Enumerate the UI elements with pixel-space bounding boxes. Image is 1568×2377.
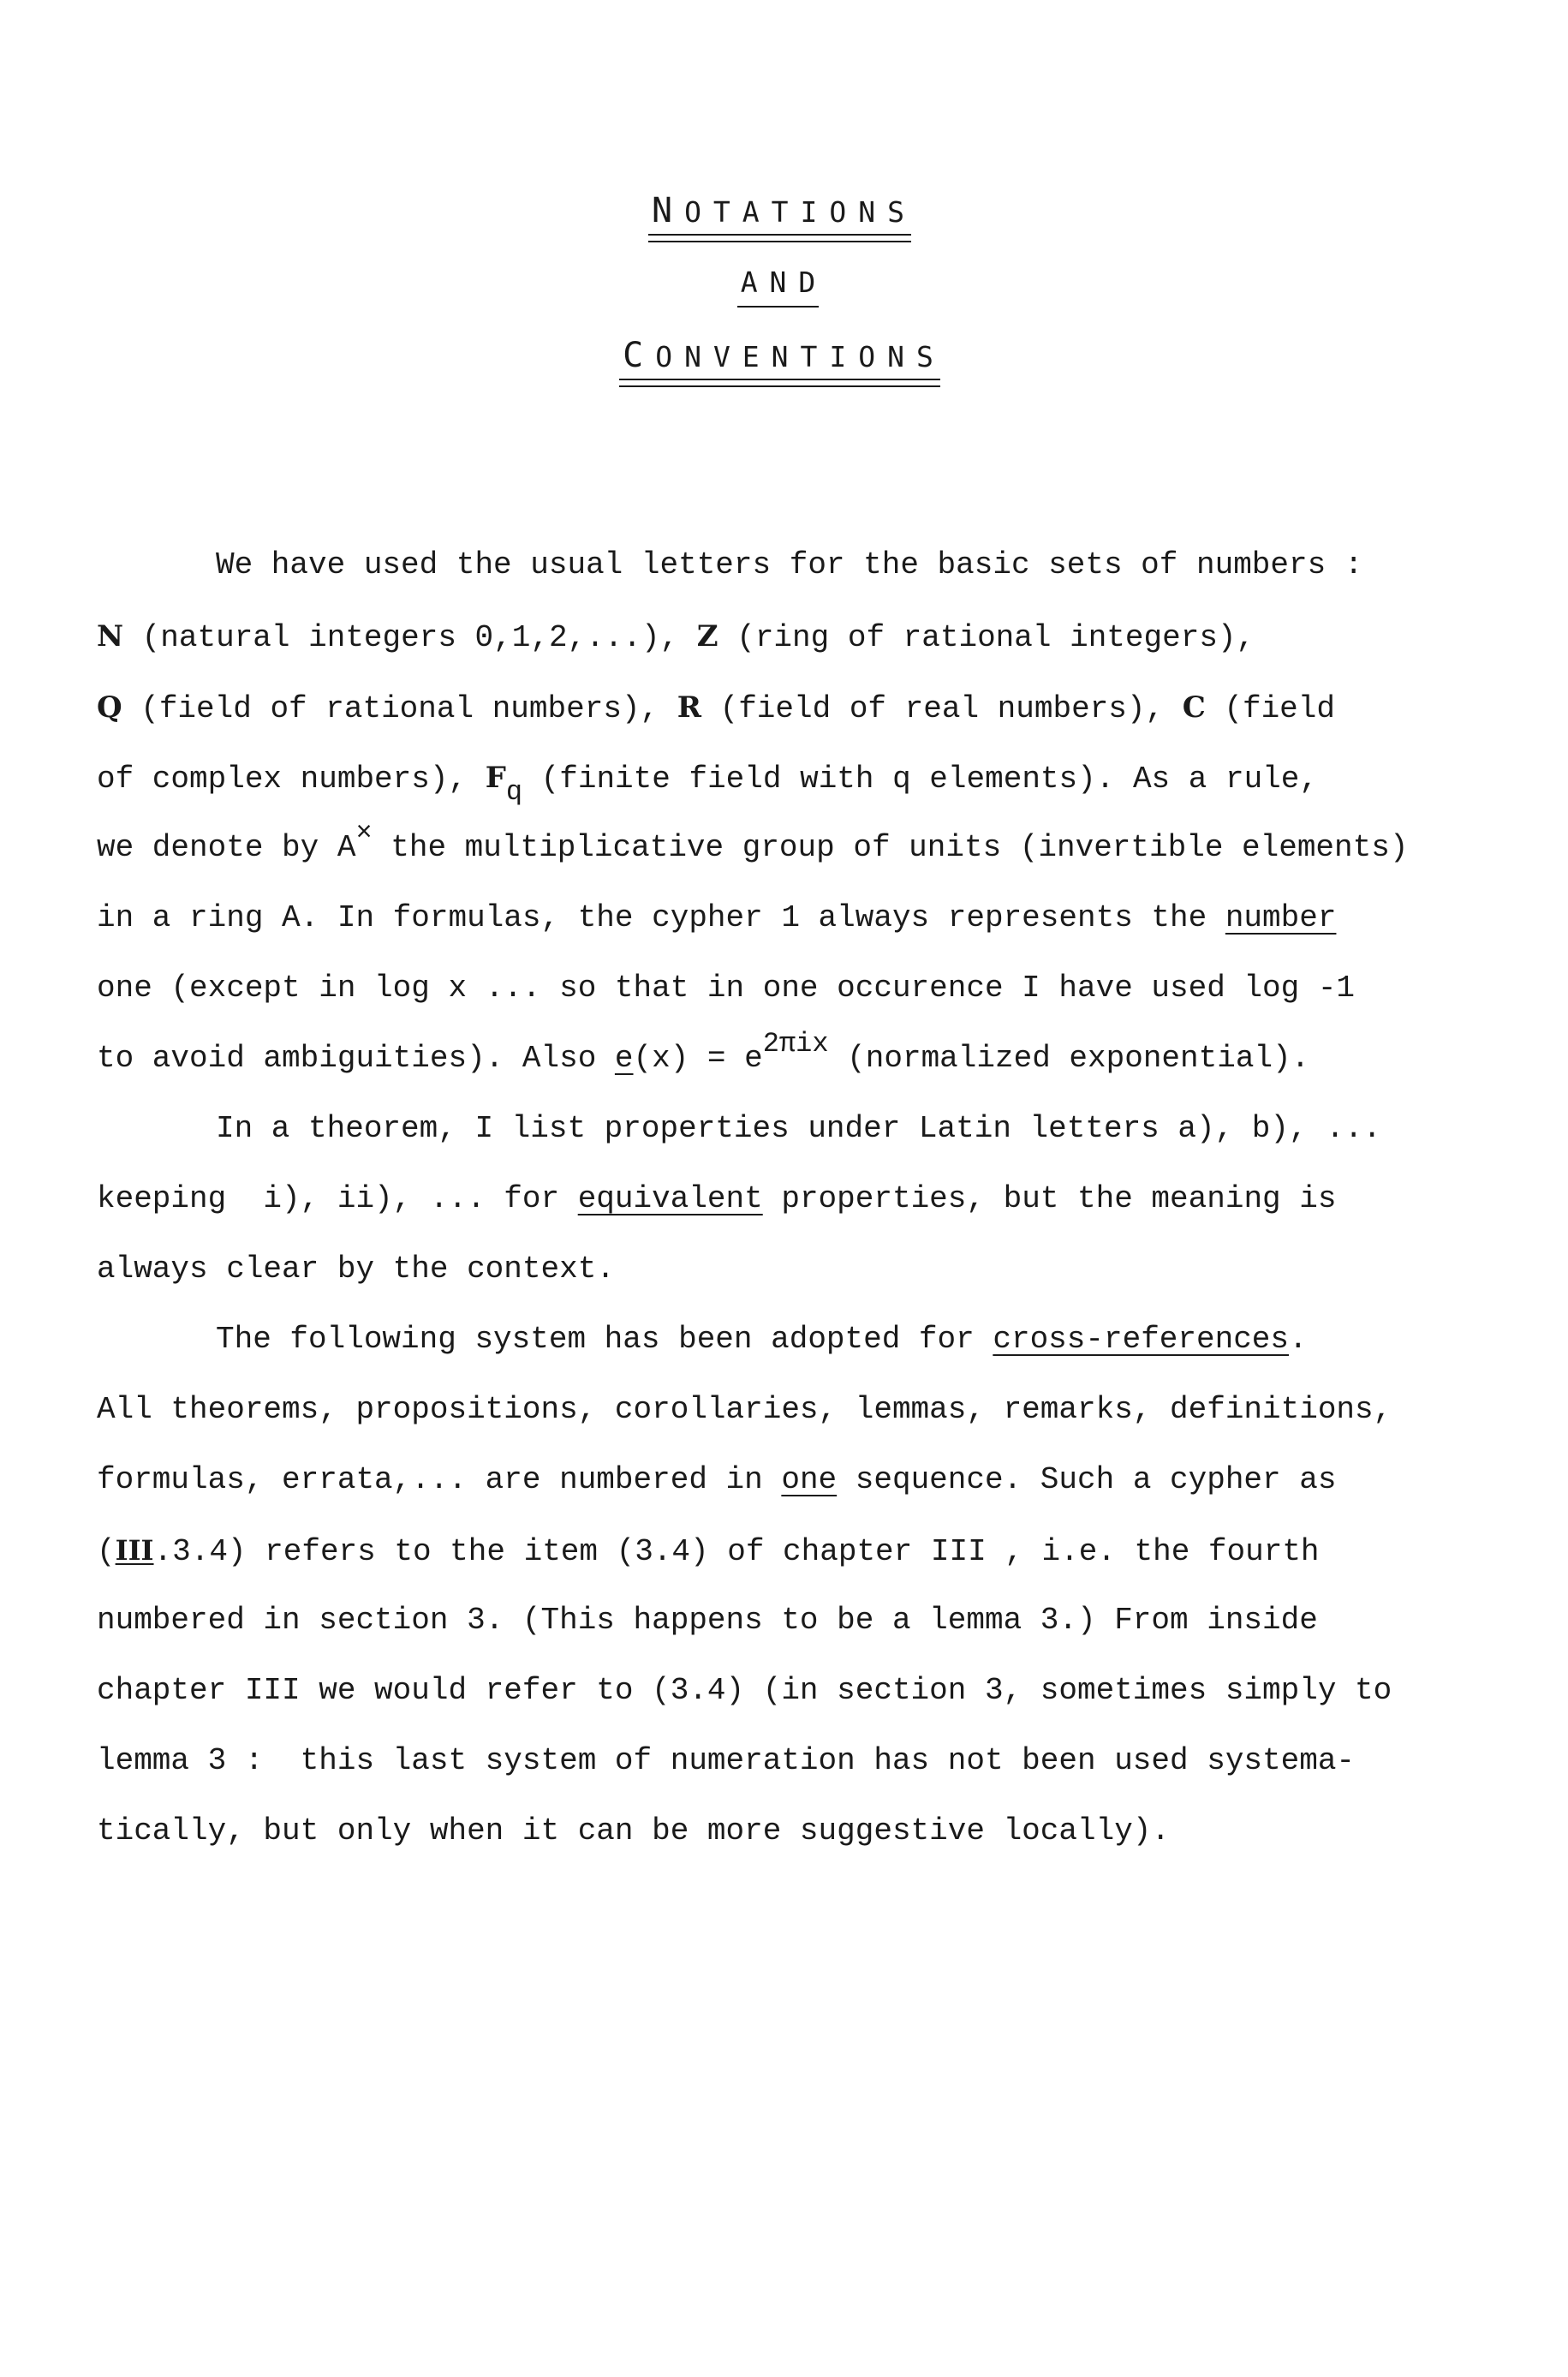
para1-line4 — [97, 761, 1510, 808]
units-superscript: × — [355, 817, 373, 849]
para2-line1: In a theorem, I list properties under Latin letters a), b), ... — [216, 1111, 1382, 1146]
title-conventions-cap: C — [623, 336, 656, 375]
para3-line1-text-b: . — [1289, 1322, 1308, 1357]
complex-symbol: C — [1182, 690, 1206, 725]
para3-line3 — [97, 1463, 1510, 1497]
integers-symbol: Z — [696, 619, 718, 654]
para3-line2: All theorems, propositions, corollaries, lemmas, remarks, definitions, — [97, 1392, 1392, 1427]
para1-line2-text-b: (ring of rational integers), — [718, 620, 1255, 655]
title-conventions-rest: ONVENTIONS — [655, 340, 945, 373]
para1-line5-text-b: the multiplicative group of units (invertible elements) — [372, 830, 1409, 865]
para1-line5-text-a: we denote by A — [97, 830, 356, 865]
para1-line3 — [97, 690, 1510, 726]
finite-field-symbol: F — [485, 761, 506, 795]
underlined-one: one — [781, 1462, 838, 1497]
reals-symbol: R — [677, 690, 701, 725]
title-conventions — [0, 336, 1568, 382]
para2-line2-text-b: properties, but the meaning is — [762, 1181, 1337, 1216]
chapter-roman-numeral: III — [115, 1534, 154, 1567]
underlined-number: number — [1225, 900, 1337, 935]
title-notations — [0, 191, 1568, 237]
para1-line2-text-a: (natural integers 0,1,2,...), — [123, 620, 697, 655]
para1-line7: one (except in log x ... so that in one occurence I have used log -1 — [97, 971, 1356, 1006]
exponent-superscript: 2πix — [762, 1028, 829, 1060]
para1-line8 — [97, 1028, 1510, 1077]
para3-line1 — [216, 1323, 1568, 1357]
para1-line8-text-b: (x) = e — [633, 1041, 763, 1076]
para3-line4 — [97, 1533, 1510, 1569]
para1-line8-text-a: to avoid ambiguities). Also — [97, 1041, 615, 1076]
para2-line2-text-a: keeping i), ii), ... for — [97, 1181, 578, 1216]
para3-line8: tically, but only when it can be more suggestive locally). — [97, 1813, 1171, 1848]
underlined-equivalent: equivalent — [577, 1181, 763, 1216]
para3-line3-text-b: sequence. Such a cypher as — [837, 1462, 1337, 1497]
para2-line3: always clear by the context. — [97, 1251, 615, 1287]
rationals-symbol: Q — [97, 690, 122, 725]
para3-line7: lemma 3 : this last system of numeration has not been used systema- — [97, 1743, 1356, 1778]
title-notations-cap: N — [651, 191, 685, 230]
title-notations-rest: OTATIONS — [684, 195, 917, 229]
para3-line4-text-a: ( — [97, 1534, 116, 1569]
underlined-e: e — [614, 1041, 634, 1076]
para1-line2 — [97, 619, 1510, 655]
para3-line5: numbered in section 3. (This happens to be a lemma 3.) From inside — [97, 1603, 1318, 1638]
para1-line6-text-a: in a ring A. In formulas, the cypher 1 always represents the — [97, 900, 1225, 935]
underlined-cross-references: cross-references — [993, 1322, 1290, 1357]
title-and — [0, 266, 1568, 306]
para1-line4-text-a: of complex numbers), — [97, 761, 486, 797]
para1-line3-text-a: (field of rational numbers), — [122, 691, 677, 726]
para1-line3-text-b: (field of real numbers), — [701, 691, 1183, 726]
para1-line5 — [97, 817, 1510, 866]
para3-line6: chapter III we would refer to (3.4) (in section 3, sometimes simply to — [97, 1673, 1392, 1708]
para1-line6 — [97, 901, 1510, 935]
para1-line4-text-b: (finite field with q elements). As a rule, — [522, 761, 1318, 797]
para1-line3-text-c: (field — [1205, 691, 1335, 726]
para1-line8-text-c: (normalized exponential). — [828, 1041, 1310, 1076]
finite-field-subscript: q — [505, 776, 523, 808]
para3-line4-text-b: .3.4) refers to the item (3.4) of chapter III , i.e. the fourth — [153, 1534, 1320, 1569]
para3-line3-text-a: formulas, errata,... are numbered in — [97, 1462, 782, 1497]
natural-numbers-symbol: N — [97, 619, 124, 654]
para1-line1: We have used the usual letters for the basic sets of numbers : — [216, 547, 1363, 582]
title-conventions-word — [623, 336, 945, 382]
para2-line2 — [97, 1182, 1510, 1216]
para3-line1-text-a: The following system has been adopted for — [216, 1322, 993, 1357]
title-notations-word — [652, 191, 916, 237]
title-and-word: AND — [741, 266, 828, 306]
